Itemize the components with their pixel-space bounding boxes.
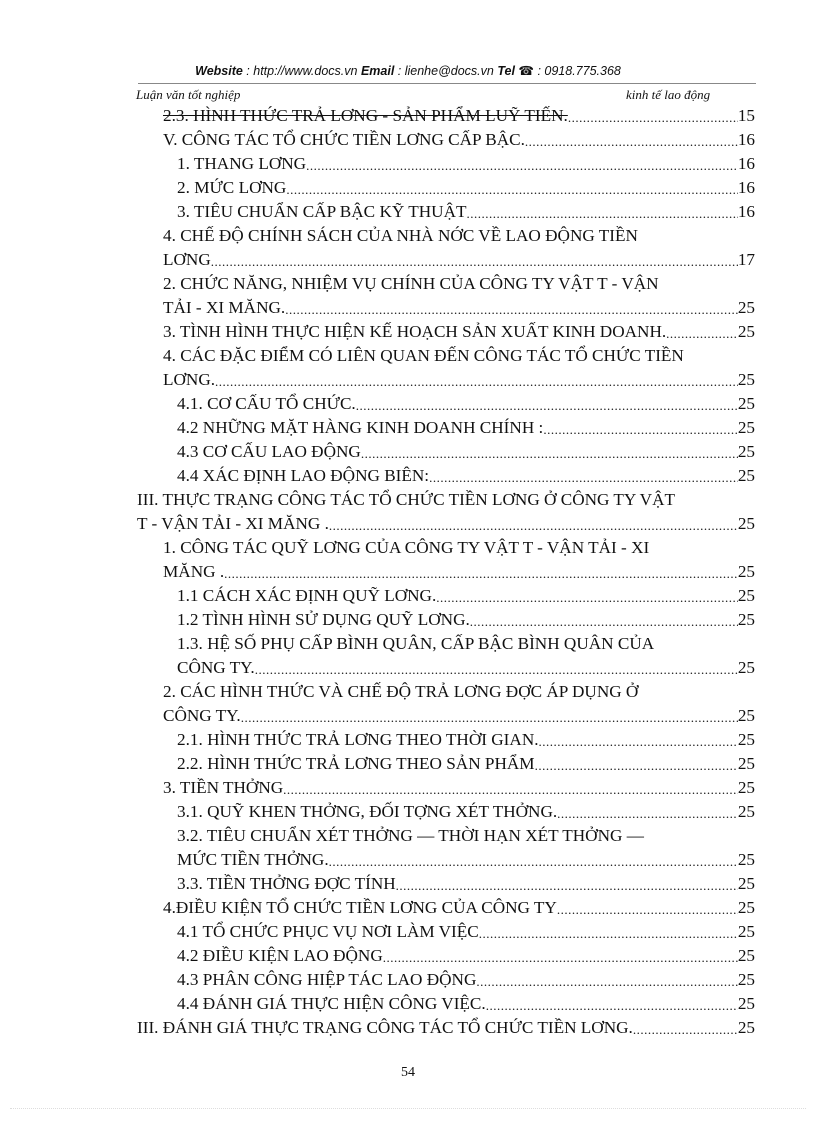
toc-entry-page: 25 (737, 730, 755, 749)
toc-entry-title: 1. THANG LƠNG (177, 154, 307, 173)
toc-entry-title: 2.2. HÌNH THỨC TRẢ LƠNG THEO SẢN PHẨM (177, 754, 535, 773)
toc-leader-dots (543, 420, 738, 440)
toc-leader-dots (255, 660, 738, 680)
toc-entry-title: 4. CHẾ ĐỘ CHÍNH SÁCH CỦA NHÀ NỚC VỀ LAO ĐỘNG TIỀN (163, 226, 638, 245)
toc-entry-title: 3.2. TIÊU CHUẨN XÉT THỞNG — THỜI HẠN XÉT THỞNG — (177, 826, 644, 845)
toc-entry-title: 2.1. HÌNH THỨC TRẢ LƠNG THEO THỜI GIAN. (177, 730, 539, 749)
toc-entry[interactable] (177, 632, 755, 656)
toc-entry[interactable] (137, 488, 755, 512)
toc-entry[interactable] (177, 872, 755, 896)
toc-entry[interactable] (163, 104, 755, 128)
toc-entry[interactable] (177, 464, 755, 488)
toc-entry[interactable] (177, 392, 755, 416)
toc-leader-dots (211, 252, 738, 272)
toc-entry-title: 1.3. HỆ SỐ PHỤ CẤP BÌNH QUÂN, CẤP BẬC BÌNH QUÂN CỦA (177, 634, 655, 653)
website-banner (0, 63, 816, 78)
toc-entry[interactable] (177, 440, 755, 464)
toc-entry-title: 4. CÁC ĐẶC ĐIỂM CÓ LIÊN QUAN ĐẾN CÔNG TÁC TỔ CHỨC TIỀN (163, 346, 684, 365)
toc-entry-title: MĂNG . (163, 562, 225, 581)
toc-entry-title: V. CÔNG TÁC TỔ CHỨC TIỀN LƠNG CẤP BẬC. (163, 130, 525, 149)
toc-entry[interactable] (177, 752, 755, 776)
toc-entry[interactable] (163, 296, 755, 320)
toc-entry-title: 4.1 TỔ CHỨC PHỤC VỤ NƠI LÀM VIỆC (177, 922, 479, 941)
toc-entry-title: III. ĐÁNH GIÁ THỰC TRẠNG CÔNG TÁC TỔ CHỨC TIỀN LƠNG. (137, 1018, 633, 1037)
toc-entry[interactable] (177, 848, 755, 872)
toc-entry-page: 17 (737, 250, 755, 269)
toc-entry[interactable] (177, 800, 755, 824)
toc-entry-page: 25 (737, 466, 755, 485)
toc-leader-dots (666, 324, 738, 344)
toc-entry-page: 25 (737, 850, 755, 869)
toc-entry[interactable] (163, 536, 755, 560)
toc-entry[interactable] (137, 512, 755, 536)
toc-entry[interactable] (177, 416, 755, 440)
toc-entry[interactable] (163, 344, 755, 368)
toc-entry-title: 1.2 TÌNH HÌNH SỬ DỤNG QUỸ LƠNG. (177, 610, 470, 629)
toc-leader-dots (525, 132, 738, 152)
toc-entry[interactable] (163, 776, 755, 800)
website-label: Website (195, 64, 243, 78)
toc-entry-page: 25 (737, 394, 755, 413)
toc-entry-page: 25 (737, 514, 755, 533)
toc-entry-page: 16 (737, 130, 755, 149)
toc-leader-dots (476, 972, 737, 992)
toc-entry[interactable] (177, 200, 755, 224)
toc-leader-dots (215, 372, 738, 392)
toc-leader-dots (329, 852, 738, 872)
toc-entry-title: 4.3 CƠ CẤU LAO ĐỘNG (177, 442, 361, 461)
toc-entry-title: 4.ĐIỀU KIỆN TỔ CHỨC TIỀN LƠNG CỦA CÔNG TY (163, 898, 557, 917)
toc-leader-dots (479, 924, 738, 944)
toc-entry[interactable] (177, 656, 755, 680)
toc-entry[interactable] (163, 224, 755, 248)
toc-entry[interactable] (163, 272, 755, 296)
toc-entry-page: 16 (737, 202, 755, 221)
toc-leader-dots (535, 756, 738, 776)
toc-entry-page: 16 (737, 154, 755, 173)
toc-entry-page: 25 (737, 658, 755, 677)
toc-entry[interactable] (163, 320, 755, 344)
footer-divider (10, 1108, 806, 1109)
toc-entry[interactable] (177, 824, 755, 848)
toc-leader-dots (557, 804, 738, 824)
toc-entry-page: 25 (737, 754, 755, 773)
toc-leader-dots (486, 996, 738, 1016)
toc-entry-title: 3. TIÊU CHUẨN CẤP BẬC KỸ THUẬT (177, 202, 467, 221)
toc-entry-title: 4.1. CƠ CẤU TỔ CHỨC. (177, 394, 356, 413)
toc-leader-dots (436, 588, 738, 608)
website-url[interactable]: : http://www.docs.vn (242, 64, 361, 78)
email-label: Email (360, 64, 395, 78)
toc-entry-page: 25 (737, 706, 755, 725)
toc-entry[interactable] (177, 968, 755, 992)
tel-label: Tel (497, 64, 515, 78)
toc-entry-title: 3. TIỀN THỞNG (163, 778, 284, 797)
toc-entry-title: 4.4 XÁC ĐỊNH LAO ĐỘNG BIÊN: (177, 466, 430, 485)
toc-entry[interactable] (177, 176, 755, 200)
toc-entry[interactable] (163, 704, 755, 728)
toc-leader-dots (285, 300, 738, 320)
toc-entry-page: 15 (737, 106, 755, 125)
toc-entry-title: 2.3. HÌNH THỨC TRẢ LƠNG - SẢN PHẨM LUỸ TIẾN. (163, 106, 568, 125)
toc-entry-page: 25 (737, 322, 755, 341)
toc-leader-dots (241, 708, 738, 728)
toc-entry-title: 3.1. QUỸ KHEN THỞNG, ĐỐI TỢNG XÉT THỞNG. (177, 802, 558, 821)
toc-entry-page: 25 (737, 802, 755, 821)
toc-leader-dots (224, 564, 738, 584)
header-divider (138, 83, 756, 84)
toc-leader-dots (329, 516, 738, 536)
toc-leader-dots (383, 948, 738, 968)
toc-entry-page: 25 (737, 874, 755, 893)
toc-entry-title: MỨC TIỀN THỞNG. (177, 850, 329, 869)
toc-leader-dots (429, 468, 738, 488)
toc-entry-page: 25 (737, 298, 755, 317)
toc-leader-dots (356, 396, 738, 416)
running-header-left: Luận văn tốt nghiệp (136, 87, 241, 102)
toc-leader-dots (568, 108, 738, 128)
toc-entry[interactable] (163, 896, 755, 920)
toc-entry-title: CÔNG TY. (177, 658, 255, 677)
toc-entry-page: 25 (737, 370, 755, 389)
toc-entry-title: 1. CÔNG TÁC QUỸ LƠNG CỦA CÔNG TY VẬT T - VẬN TẢI - XI (163, 538, 650, 557)
toc-entry-title: 2. CÁC HÌNH THỨC VÀ CHẾ ĐỘ TRẢ LƠNG ĐỢC ÁP DỤNG Ở (163, 682, 639, 701)
toc-entry-title: 4.4 ĐÁNH GIÁ THỰC HIỆN CÔNG VIỆC. (177, 994, 486, 1013)
running-header-right: kinh tế lao động (626, 87, 711, 102)
toc-entry-title: III. THỰC TRẠNG CÔNG TÁC TỔ CHỨC TIỀN LƠNG Ở CÔNG TY VẬT (137, 490, 676, 509)
toc-entry-title: 4.2 ĐIỀU KIỆN LAO ĐỘNG (177, 946, 383, 965)
toc-entry[interactable] (163, 128, 755, 152)
toc-entry-page: 25 (737, 946, 755, 965)
toc-entry[interactable] (163, 248, 755, 272)
toc-leader-dots (539, 732, 738, 752)
toc-entry-page: 25 (737, 922, 755, 941)
toc-leader-dots (306, 156, 738, 176)
toc-leader-dots (470, 612, 738, 632)
toc-entry-title: T - VẬN TẢI - XI MĂNG . (137, 514, 329, 533)
toc-entry-page: 25 (737, 418, 755, 437)
toc-entry-page: 25 (737, 778, 755, 797)
toc-entry-title: LƠNG (163, 250, 211, 269)
toc-entry-page: 16 (737, 178, 755, 197)
toc-entry-page: 25 (737, 442, 755, 461)
toc-entry-page: 25 (737, 586, 755, 605)
toc-entry-title: 3. TÌNH HÌNH THỰC HIỆN KẾ HOẠCH SẢN XUẤT KINH DOANH. (163, 322, 667, 341)
email-address[interactable]: : lienhe@docs.vn (394, 64, 498, 78)
toc-leader-dots (467, 204, 738, 224)
toc-entry-page: 25 (737, 1018, 755, 1037)
toc-entry[interactable] (177, 584, 755, 608)
toc-entry-page: 25 (737, 610, 755, 629)
toc-entry[interactable] (137, 1016, 755, 1040)
toc-entry-page: 25 (737, 970, 755, 989)
toc-leader-dots (286, 180, 738, 200)
toc-entry-title: 4.2 NHỮNG MẶT HÀNG KINH DOANH CHÍNH : (177, 418, 544, 437)
toc-entry[interactable] (177, 920, 755, 944)
toc-entry-title: 2. CHỨC NĂNG, NHIỆM VỤ CHÍNH CỦA CÔNG TY VẬT T - VẬN (163, 274, 659, 293)
toc-entry-page: 25 (737, 562, 755, 581)
phone-number: ☎ : 0918.775.368 (514, 64, 621, 78)
toc-leader-dots (361, 444, 738, 464)
toc-entry-title: 1.1 CÁCH XÁC ĐỊNH QUỸ LƠNG. (177, 586, 437, 605)
toc-leader-dots (283, 780, 738, 800)
toc-leader-dots (633, 1020, 738, 1040)
toc-entry-title: TẢI - XI MĂNG. (163, 298, 286, 317)
toc-entry[interactable] (163, 560, 755, 584)
toc-entry[interactable] (177, 992, 755, 1016)
toc-entry[interactable] (177, 152, 755, 176)
toc-entry-title: 2. MỨC LƠNG (177, 178, 287, 197)
toc-entry-title: LƠNG. (163, 370, 216, 389)
toc-entry-page: 25 (737, 898, 755, 917)
toc-entry[interactable] (163, 680, 755, 704)
page-number: 54 (401, 1065, 415, 1080)
toc-entry[interactable] (177, 608, 755, 632)
toc-entry[interactable] (177, 944, 755, 968)
toc-entry-page: 25 (737, 994, 755, 1013)
toc-leader-dots (396, 876, 738, 896)
toc-entry[interactable] (177, 728, 755, 752)
toc-entry-title: 4.3 PHÂN CÔNG HIỆP TÁC LAO ĐỘNG (177, 970, 477, 989)
toc-entry[interactable] (163, 368, 755, 392)
toc-entry-title: CÔNG TY. (163, 706, 241, 725)
toc-leader-dots (557, 900, 738, 920)
toc-entry-title: 3.3. TIỀN THỞNG ĐỢC TÍNH (177, 874, 396, 893)
